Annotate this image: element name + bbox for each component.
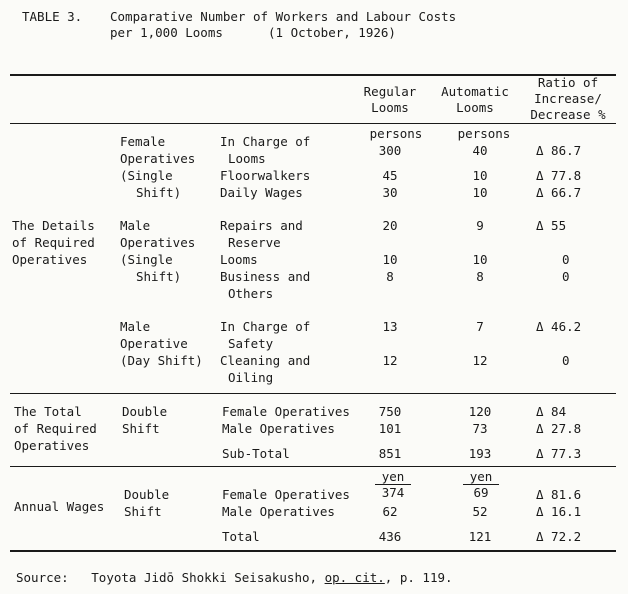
total-automatic: 193 xyxy=(468,446,492,461)
total-rule xyxy=(10,466,616,467)
wages-automatic: 69 xyxy=(463,484,499,500)
female-label-2: Operatives xyxy=(120,151,196,166)
male-label-3: (Single xyxy=(120,252,173,267)
detail-regular: 20 xyxy=(382,218,398,233)
detail-automatic: 10 xyxy=(472,185,488,200)
total-group-label-1: The Total xyxy=(14,404,82,419)
detail-item: Looms xyxy=(228,151,266,166)
total-automatic: 73 xyxy=(472,421,488,436)
unit-persons-regular: persons xyxy=(369,126,423,141)
male-day-label-2: Operative xyxy=(120,336,188,351)
female-label-1: Female xyxy=(120,134,166,149)
wages-item: Total xyxy=(222,529,260,544)
bottom-rule xyxy=(10,550,616,552)
total-regular: 101 xyxy=(378,421,402,436)
detail-ratio: Δ 77.8 xyxy=(536,168,582,183)
wages-ratio: Δ 72.2 xyxy=(536,529,582,544)
male-day-label-1: Male xyxy=(120,319,151,334)
detail-automatic: 10 xyxy=(472,168,488,183)
table-title: Comparative Number of Workers and Labour Costs xyxy=(110,9,457,24)
wages-item: Female Operatives xyxy=(222,487,350,502)
wages-automatic: 52 xyxy=(472,504,488,519)
detail-automatic: 8 xyxy=(476,269,484,284)
wages-regular: 374 xyxy=(375,484,411,500)
total-ratio: Δ 77.3 xyxy=(536,446,582,461)
total-item: Female Operatives xyxy=(222,404,350,419)
detail-item: Looms xyxy=(220,252,258,267)
table-subtitle: per 1,000 Looms xyxy=(110,25,223,40)
table-date: (1 October, 1926) xyxy=(268,25,396,40)
detail-item: In Charge of xyxy=(220,319,311,334)
female-label-4: Shift) xyxy=(136,185,182,200)
detail-automatic: 7 xyxy=(476,319,484,334)
unit-yen-regular: yen xyxy=(381,469,405,484)
wages-regular: 62 xyxy=(382,504,398,519)
detail-item: Safety xyxy=(228,336,274,351)
detail-automatic: 9 xyxy=(476,218,484,233)
unit-yen-automatic: yen xyxy=(469,469,493,484)
total-shift-label-2: Shift xyxy=(122,421,160,436)
detail-item: Daily Wages xyxy=(220,185,303,200)
source-suffix: , p. 119. xyxy=(384,570,453,585)
detail-item: Floorwalkers xyxy=(220,168,311,183)
total-item: Male Operatives xyxy=(222,421,335,436)
details-group-label-3: Operatives xyxy=(12,252,88,267)
detail-ratio: Δ 55 xyxy=(536,218,567,233)
header-automatic-1: Automatic xyxy=(441,84,509,99)
total-shift-label-1: Double xyxy=(122,404,168,419)
detail-item: Oiling xyxy=(228,370,274,385)
detail-ratio: 0 xyxy=(562,269,570,284)
detail-regular: 12 xyxy=(382,353,398,368)
detail-item: Repairs and xyxy=(220,218,303,233)
wages-automatic: 121 xyxy=(468,529,492,544)
header-ratio-3: Decrease % xyxy=(530,107,606,122)
details-rule xyxy=(10,393,616,394)
detail-item: Reserve xyxy=(228,235,281,250)
total-regular: 750 xyxy=(378,404,402,419)
header-automatic-2: Looms xyxy=(456,100,494,115)
detail-ratio: 0 xyxy=(562,353,570,368)
total-ratio: Δ 84 xyxy=(536,404,567,419)
header-rule xyxy=(10,123,616,124)
male-label-2: Operatives xyxy=(120,235,196,250)
source-prefix: Source: xyxy=(16,570,69,585)
male-day-label-3: (Day Shift) xyxy=(120,353,203,368)
total-ratio: Δ 27.8 xyxy=(536,421,582,436)
detail-ratio: Δ 66.7 xyxy=(536,185,582,200)
detail-regular: 300 xyxy=(378,143,402,158)
detail-item: Others xyxy=(228,286,274,301)
unit-persons-automatic: persons xyxy=(457,126,511,141)
total-regular: 851 xyxy=(378,446,402,461)
male-label-4: Shift) xyxy=(136,269,182,284)
detail-item: Cleaning and xyxy=(220,353,311,368)
wages-shift-label-1: Double xyxy=(124,487,170,502)
wages-item: Male Operatives xyxy=(222,504,335,519)
total-item: Sub-Total xyxy=(222,446,290,461)
detail-item: In Charge of xyxy=(220,134,311,149)
wages-ratio: Δ 81.6 xyxy=(536,487,582,502)
detail-regular: 30 xyxy=(382,185,398,200)
source-cite: op. cit. xyxy=(324,570,385,585)
detail-ratio: 0 xyxy=(562,252,570,267)
detail-regular: 8 xyxy=(386,269,394,284)
detail-automatic: 12 xyxy=(472,353,488,368)
header-regular-2: Looms xyxy=(371,100,409,115)
female-label-3: (Single xyxy=(120,168,173,183)
total-automatic: 120 xyxy=(468,404,492,419)
header-ratio-2: Increase/ xyxy=(534,91,602,106)
detail-regular: 45 xyxy=(382,168,398,183)
detail-item: Business and xyxy=(220,269,311,284)
wages-regular: 436 xyxy=(378,529,402,544)
source-text: Toyota Jidō Shokki Seisakusho, xyxy=(91,570,318,585)
male-label-1: Male xyxy=(120,218,151,233)
table-label: TABLE 3. xyxy=(22,9,83,24)
total-group-label-3: Operatives xyxy=(14,438,90,453)
details-group-label-2: of Required xyxy=(12,235,95,250)
header-regular-1: Regular xyxy=(363,84,417,99)
detail-ratio: Δ 46.2 xyxy=(536,319,582,334)
source-note xyxy=(16,570,453,585)
total-group-label-2: of Required xyxy=(14,421,97,436)
wages-shift-label-2: Shift xyxy=(124,504,162,519)
detail-regular: 10 xyxy=(382,252,398,267)
detail-regular: 13 xyxy=(382,319,398,334)
wages-group-label: Annual Wages xyxy=(14,499,105,514)
details-group-label-1: The Details xyxy=(12,218,95,233)
header-ratio-1: Ratio of xyxy=(537,75,599,90)
detail-ratio: Δ 86.7 xyxy=(536,143,582,158)
wages-ratio: Δ 16.1 xyxy=(536,504,582,519)
detail-automatic: 10 xyxy=(472,252,488,267)
detail-automatic: 40 xyxy=(472,143,488,158)
